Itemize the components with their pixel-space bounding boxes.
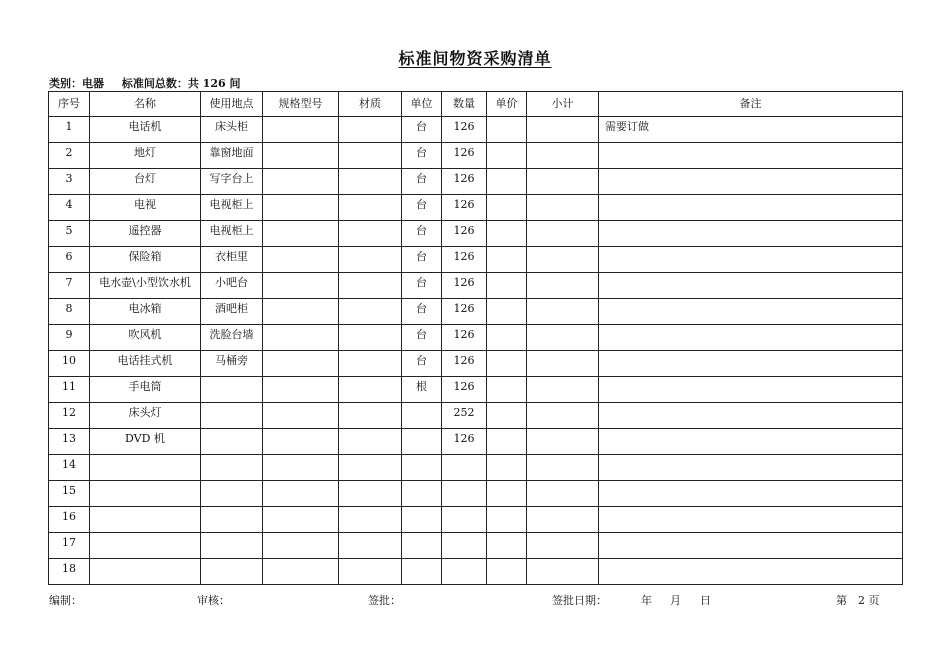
cell-unit [402, 533, 442, 559]
cell-unit: 台 [402, 351, 442, 377]
cell-spec [263, 117, 339, 143]
cell-subtotal [527, 507, 599, 533]
cell-remarks [599, 507, 903, 533]
cell-unit [402, 481, 442, 507]
cell-spec [263, 221, 339, 247]
col-header-quantity: 数量 [442, 92, 487, 117]
cell-unit-price [487, 247, 527, 273]
cell-index: 7 [49, 273, 90, 299]
cell-spec [263, 195, 339, 221]
cell-name: 床头灯 [90, 403, 201, 429]
cell-location: 电视柜上 [201, 221, 263, 247]
compiled-by-label: 编制： [49, 594, 82, 607]
table-row [49, 299, 903, 325]
cell-remarks [599, 195, 903, 221]
cell-subtotal [527, 221, 599, 247]
cell-index: 4 [49, 195, 90, 221]
cell-spec [263, 559, 339, 585]
cell-spec [263, 247, 339, 273]
table-row [49, 455, 903, 481]
cell-index: 10 [49, 351, 90, 377]
col-header-material: 材质 [339, 92, 402, 117]
cell-quantity: 126 [442, 195, 487, 221]
col-header-spec: 规格型号 [263, 92, 339, 117]
cell-index: 9 [49, 325, 90, 351]
cell-unit: 台 [402, 325, 442, 351]
cell-unit-price [487, 169, 527, 195]
cell-name: 电话机 [90, 117, 201, 143]
table-header-row [49, 92, 903, 117]
col-header-location: 使用地点 [201, 92, 263, 117]
page-number: 第 2 页 [836, 594, 880, 607]
cell-unit-price [487, 273, 527, 299]
cell-quantity: 126 [442, 325, 487, 351]
cell-unit-price [487, 195, 527, 221]
table-row [49, 247, 903, 273]
cell-subtotal [527, 143, 599, 169]
cell-name [90, 507, 201, 533]
cell-material [339, 247, 402, 273]
cell-index: 11 [49, 377, 90, 403]
cell-name: DVD 机 [90, 429, 201, 455]
cell-location [201, 455, 263, 481]
table-row [49, 377, 903, 403]
cell-unit-price [487, 559, 527, 585]
cell-material [339, 325, 402, 351]
cell-remarks [599, 429, 903, 455]
cell-spec [263, 429, 339, 455]
cell-name: 遥控器 [90, 221, 201, 247]
cell-index: 3 [49, 169, 90, 195]
cell-location: 马桶旁 [201, 351, 263, 377]
cell-name: 台灯 [90, 169, 201, 195]
table-row [49, 143, 903, 169]
cell-unit-price [487, 429, 527, 455]
cell-unit-price [487, 481, 527, 507]
cell-spec [263, 533, 339, 559]
cell-unit: 台 [402, 195, 442, 221]
cell-unit-price [487, 221, 527, 247]
cell-spec [263, 143, 339, 169]
cell-unit-price [487, 455, 527, 481]
cell-quantity: 126 [442, 221, 487, 247]
col-header-remarks: 备注 [599, 92, 903, 117]
cell-subtotal [527, 403, 599, 429]
cell-material [339, 377, 402, 403]
cell-index: 13 [49, 429, 90, 455]
cell-location: 靠窗地面 [201, 143, 263, 169]
cell-subtotal [527, 325, 599, 351]
cell-location: 电视柜上 [201, 195, 263, 221]
table-row [49, 195, 903, 221]
cell-name: 电冰箱 [90, 299, 201, 325]
cell-spec [263, 455, 339, 481]
cell-location [201, 403, 263, 429]
cell-material [339, 351, 402, 377]
cell-subtotal [527, 559, 599, 585]
cell-unit: 台 [402, 247, 442, 273]
cell-location: 衣柜里 [201, 247, 263, 273]
cell-remarks [599, 481, 903, 507]
cell-quantity: 126 [442, 247, 487, 273]
table-row [49, 481, 903, 507]
cell-remarks [599, 143, 903, 169]
cell-unit-price [487, 533, 527, 559]
cell-unit-price [487, 325, 527, 351]
cell-name: 电话挂式机 [90, 351, 201, 377]
cell-quantity: 126 [442, 169, 487, 195]
cell-subtotal [527, 455, 599, 481]
cell-remarks [599, 221, 903, 247]
cell-quantity: 126 [442, 117, 487, 143]
cell-quantity: 252 [442, 403, 487, 429]
cell-quantity [442, 533, 487, 559]
cell-name: 电水壶\小型饮水机 [90, 273, 201, 299]
cell-quantity: 126 [442, 377, 487, 403]
cell-name: 保险箱 [90, 247, 201, 273]
cell-spec [263, 299, 339, 325]
cell-name: 吹风机 [90, 325, 201, 351]
table-row [49, 169, 903, 195]
cell-name: 电视 [90, 195, 201, 221]
table-row [49, 507, 903, 533]
table-row [49, 117, 903, 143]
cell-quantity [442, 507, 487, 533]
cell-material [339, 533, 402, 559]
cell-unit: 台 [402, 117, 442, 143]
col-header-unit-price: 单价 [487, 92, 527, 117]
cell-remarks [599, 559, 903, 585]
cell-subtotal [527, 299, 599, 325]
cell-material [339, 143, 402, 169]
col-header-name: 名称 [90, 92, 201, 117]
cell-location [201, 507, 263, 533]
table-row [49, 221, 903, 247]
cell-material [339, 169, 402, 195]
category-label: 类别：电器 [49, 77, 104, 90]
cell-unit-price [487, 403, 527, 429]
cell-unit [402, 559, 442, 585]
cell-spec [263, 169, 339, 195]
cell-subtotal [527, 273, 599, 299]
cell-subtotal [527, 117, 599, 143]
cell-quantity: 126 [442, 299, 487, 325]
cell-spec [263, 273, 339, 299]
cell-unit: 台 [402, 299, 442, 325]
cell-subtotal [527, 195, 599, 221]
table-body [49, 117, 903, 585]
cell-unit-price [487, 377, 527, 403]
cell-index: 6 [49, 247, 90, 273]
cell-location [201, 559, 263, 585]
cell-index: 2 [49, 143, 90, 169]
table-row [49, 403, 903, 429]
date-day-label: 日 [700, 594, 711, 607]
date-year-label: 年 [641, 594, 652, 607]
cell-location [201, 429, 263, 455]
cell-remarks [599, 169, 903, 195]
cell-material [339, 455, 402, 481]
cell-material [339, 117, 402, 143]
cell-location [201, 533, 263, 559]
sheet-meta [49, 75, 254, 91]
cell-remarks [599, 351, 903, 377]
cell-remarks [599, 455, 903, 481]
cell-name: 地灯 [90, 143, 201, 169]
cell-unit-price [487, 143, 527, 169]
cell-remarks: 需要订做 [599, 117, 903, 143]
table-row [49, 351, 903, 377]
date-month-label: 月 [670, 594, 681, 607]
cell-location: 床头柜 [201, 117, 263, 143]
cell-unit: 台 [402, 273, 442, 299]
cell-spec [263, 325, 339, 351]
cell-material [339, 429, 402, 455]
cell-quantity: 126 [442, 143, 487, 169]
cell-location: 洗脸台墙 [201, 325, 263, 351]
approved-by-label: 签批： [368, 594, 401, 607]
cell-remarks [599, 273, 903, 299]
cell-material [339, 507, 402, 533]
cell-remarks [599, 247, 903, 273]
cell-unit [402, 455, 442, 481]
cell-subtotal [527, 533, 599, 559]
cell-unit-price [487, 507, 527, 533]
cell-index: 1 [49, 117, 90, 143]
table-row [49, 273, 903, 299]
cell-subtotal [527, 169, 599, 195]
cell-index: 5 [49, 221, 90, 247]
cell-material [339, 403, 402, 429]
cell-index: 17 [49, 533, 90, 559]
cell-unit: 台 [402, 221, 442, 247]
cell-unit: 台 [402, 143, 442, 169]
table-row [49, 325, 903, 351]
reviewed-by-label: 审核： [197, 594, 230, 607]
cell-remarks [599, 325, 903, 351]
cell-unit [402, 403, 442, 429]
cell-spec [263, 351, 339, 377]
cell-location: 写字台上 [201, 169, 263, 195]
cell-quantity: 126 [442, 429, 487, 455]
cell-unit-price [487, 351, 527, 377]
cell-material [339, 481, 402, 507]
approval-date-label: 签批日期： [552, 594, 607, 607]
cell-name [90, 559, 201, 585]
cell-material [339, 195, 402, 221]
table-row [49, 429, 903, 455]
cell-material [339, 559, 402, 585]
cell-index: 16 [49, 507, 90, 533]
cell-name [90, 533, 201, 559]
cell-index: 14 [49, 455, 90, 481]
cell-unit [402, 429, 442, 455]
sign-off-footer [0, 592, 950, 608]
cell-spec [263, 403, 339, 429]
cell-spec [263, 507, 339, 533]
total-rooms-label: 标准间总数：共 126 间 [121, 77, 241, 90]
table-row [49, 559, 903, 585]
cell-name [90, 455, 201, 481]
purchase-table [48, 91, 903, 585]
cell-quantity [442, 481, 487, 507]
cell-unit [402, 507, 442, 533]
cell-material [339, 221, 402, 247]
col-header-index: 序号 [49, 92, 90, 117]
cell-unit-price [487, 117, 527, 143]
cell-subtotal [527, 481, 599, 507]
cell-name [90, 481, 201, 507]
cell-unit: 根 [402, 377, 442, 403]
cell-subtotal [527, 377, 599, 403]
cell-index: 18 [49, 559, 90, 585]
cell-index: 12 [49, 403, 90, 429]
cell-remarks [599, 377, 903, 403]
cell-subtotal [527, 247, 599, 273]
cell-unit: 台 [402, 169, 442, 195]
cell-remarks [599, 403, 903, 429]
cell-remarks [599, 533, 903, 559]
cell-location [201, 377, 263, 403]
cell-spec [263, 481, 339, 507]
cell-location: 酒吧柜 [201, 299, 263, 325]
cell-index: 8 [49, 299, 90, 325]
cell-quantity: 126 [442, 273, 487, 299]
cell-spec [263, 377, 339, 403]
cell-quantity [442, 559, 487, 585]
cell-subtotal [527, 351, 599, 377]
cell-subtotal [527, 429, 599, 455]
cell-quantity [442, 455, 487, 481]
cell-location: 小吧台 [201, 273, 263, 299]
cell-location [201, 481, 263, 507]
cell-name: 手电筒 [90, 377, 201, 403]
cell-quantity: 126 [442, 351, 487, 377]
col-header-subtotal: 小计 [527, 92, 599, 117]
table-row [49, 533, 903, 559]
cell-remarks [599, 299, 903, 325]
cell-unit-price [487, 299, 527, 325]
cell-material [339, 273, 402, 299]
col-header-unit: 单位 [402, 92, 442, 117]
cell-material [339, 299, 402, 325]
cell-index: 15 [49, 481, 90, 507]
page-title: 标准间物资采购清单 [398, 49, 552, 68]
